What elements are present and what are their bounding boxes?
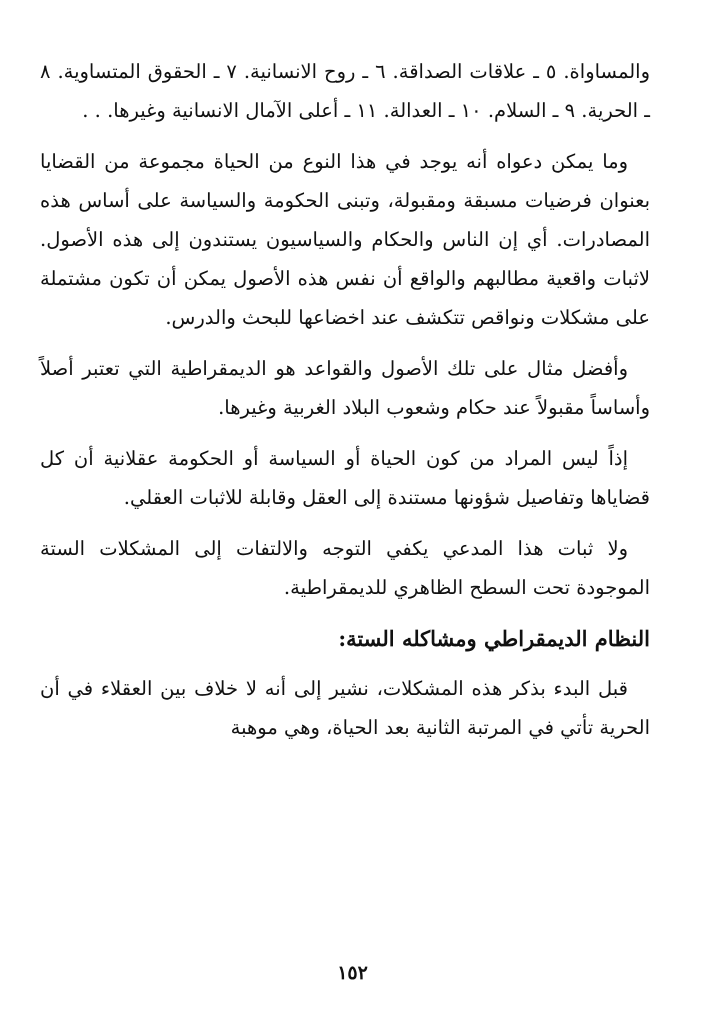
paragraph-rationality: إذاً ليس المراد من كون الحياة أو السياسة أو الحكومة عقلانية أن كل قضاياها وتفاصيل شؤونها مستندة إلى العقل وقابلة للاثبات العقلي. [40, 447, 650, 509]
body-text [40, 52, 650, 759]
paragraph-freedom: قبل البدء بذكر هذه المشكلات، نشير إلى أنه لا خلاف بين العقلاء في أن الحرية تأتي في المرتبة الثانية بعد الحياة، وهي موهبة [40, 677, 650, 739]
paragraph-assumptions: وما يمكن دعواه أنه يوجد في هذا النوع من الحياة مجموعة من القضايا بعنوان فرضيات مسبقة ومقبولة، وتبنى الحكومة والسياسة على أساس هذه المصادرات. أي إن الناس والحكام والسياسيون يستندون إلى هذه الأصول. لاثبات واقعية مطالبهم والواقع أن نفس هذه الأصول يمكن أن تكون مشتملة على مشكلات ونواقص تتكشف عند اخضاعها للبحث والدرس. [40, 150, 650, 329]
paragraph-democracy-example: وأفضل مثال على تلك الأصول والقواعد هو الديمقراطية التي تعتبر أصلاً وأساساً مقبولاً عند حكام وشعوب البلاد الغربية وغيرها. [40, 357, 650, 419]
paragraph-list-continuation: والمساواة. ٥ ـ علاقات الصداقة. ٦ ـ روح الانسانية. ٧ ـ الحقوق المتساوية. ٨ ـ الحرية. ٩ ـ السلام. ١٠ ـ العدالة. ١١ ـ أعلى الآمال الانسانية وغيرها. . . [40, 60, 650, 122]
page-number: ١٥٢ [337, 962, 368, 984]
paragraph-proof: ولا ثبات هذا المدعي يكفي التوجه والالتفات إلى المشكلات الستة الموجودة تحت السطح الظاهري للديمقراطية. [40, 537, 650, 599]
section-heading: النظام الديمقراطي ومشاكله الستة: [338, 626, 650, 651]
